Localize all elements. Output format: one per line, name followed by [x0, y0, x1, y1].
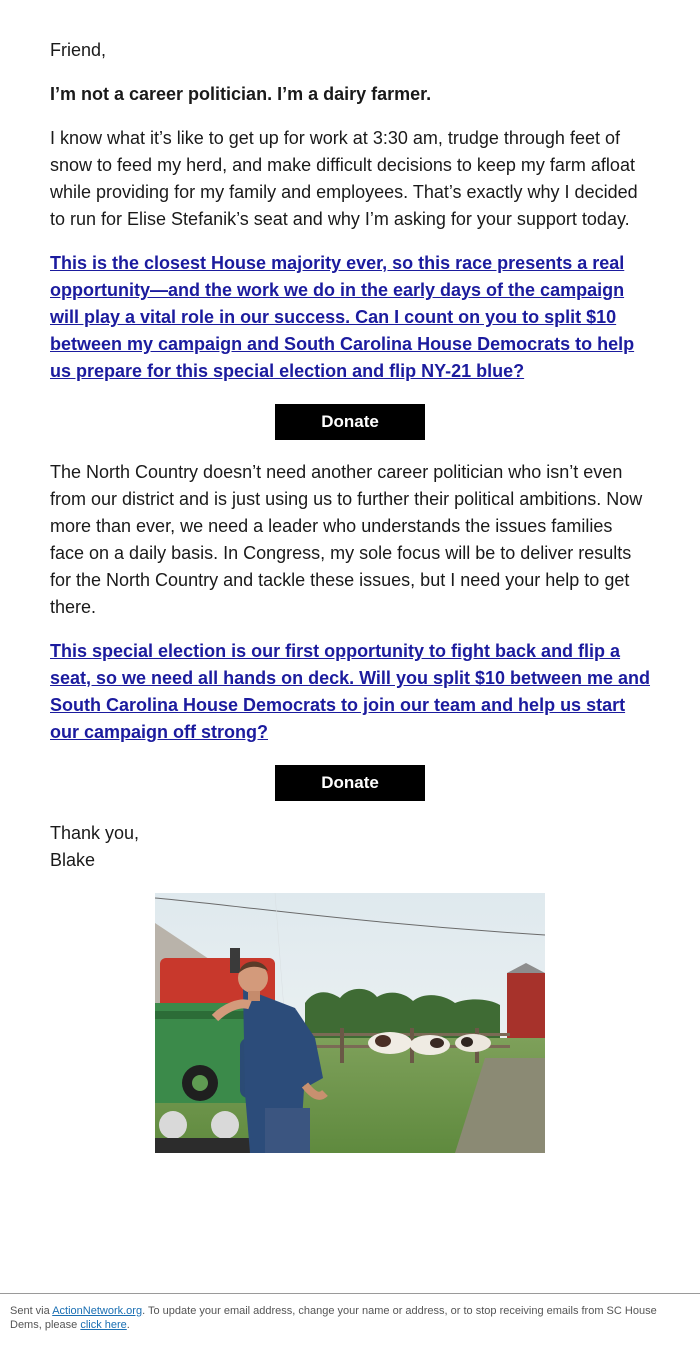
donation-ask-link-1[interactable]: This is the closest House majority ever, so this race presents a real opportunity—and the work we do in the early days of the campaign will play a vital role in our success. Can I count on you to split $10 between my campaign and South Carolina House Democrats to help us prepare for this special election and flip NY-21 blue?	[50, 253, 635, 381]
unsubscribe-link[interactable]: click here	[80, 1319, 127, 1331]
paragraph-north-country: The North Country doesn’t need another career politician who isn’t even from our district and is just using us to further their political ambitions. Now more than ever, we need a leader who understands the issues families face on a daily basis. In Congress, my sole focus will be to deliver results for the North Country and tackle these issues, but I need your help to get there.	[50, 462, 643, 617]
donation-ask-link-2[interactable]: This special election is our first opportunity to fight back and flip a seat, so we need all hands on deck. Will you split $10 between me and South Carolina House Democrats to join our team and help us start our campaign off strong?	[50, 641, 651, 742]
signature: Blake	[50, 850, 96, 870]
donate-button-2[interactable]: Donate	[275, 765, 425, 801]
footer	[10, 1304, 670, 1332]
donate-button-wrap-2	[50, 765, 650, 801]
signoff: Thank you,	[50, 823, 140, 843]
paragraph-intro: I know what it’s like to get up for work at 3:30 am, trudge through feet of snow to feed my herd, and make difficult decisions to keep my farm afloat while providing for my family and employees. That’s exactly why I decided to run for Elise Stefanik’s seat and why I’m asking for your support today.	[50, 128, 638, 229]
footer-middle: . To update your email address, change your name or address, or to stop receiving emails from SC House Dems, please	[10, 1305, 657, 1331]
footer-suffix: .	[126, 1319, 130, 1331]
farmer-photo	[155, 893, 545, 1153]
email-body	[50, 37, 650, 874]
donate-button-wrap-1	[50, 404, 650, 440]
footer-divider	[0, 1293, 700, 1294]
headline: I’m not a career politician. I’m a dairy farmer.	[50, 84, 432, 104]
greeting: Friend,	[50, 40, 107, 60]
footer-prefix: Sent via	[10, 1305, 53, 1317]
actionnetwork-link[interactable]: ActionNetwork.org	[52, 1305, 143, 1317]
donate-button-1[interactable]: Donate	[275, 404, 425, 440]
